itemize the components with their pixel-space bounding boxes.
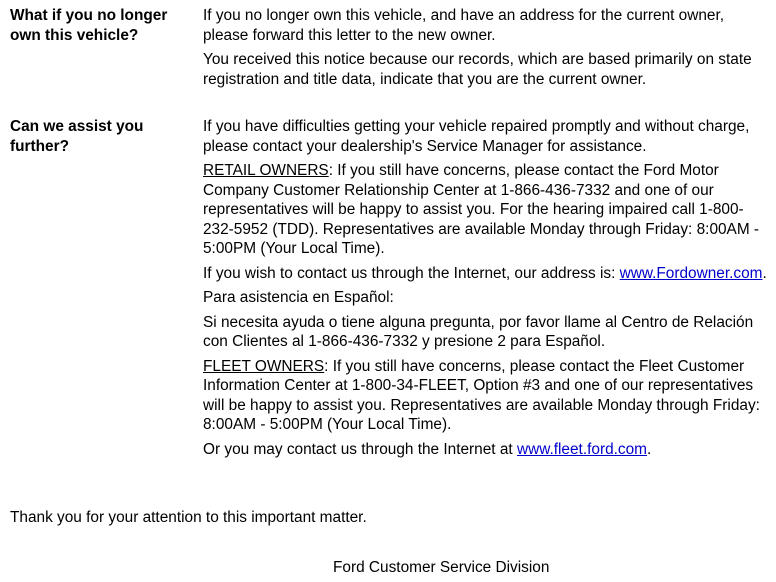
fleet-internet-end: . xyxy=(646,440,652,458)
closing-sentence: Thank you for your attention to this important matter. xyxy=(10,509,367,526)
answer-assist-further xyxy=(203,117,773,464)
retail-owners-heading: RETAIL OWNERS xyxy=(203,162,329,179)
spanish-paragraph: Si necesita ayuda o tiene alguna pregunta, por favor llame al Centro de Relación con Clientes al 1-866-436-7332 y presione 2 para Español. xyxy=(203,313,754,350)
internet-paragraph xyxy=(203,264,773,284)
internet-text: If you wish to contact us through the Internet, our address is: xyxy=(203,264,620,282)
signature-line: Ford Customer Service Division xyxy=(333,559,550,576)
fleet-owners-paragraph xyxy=(203,357,773,435)
service-manager-paragraph: If you have difficulties getting your vehicle repaired promptly and without charge, please contact your dealership's Service Manager for assistance. xyxy=(203,118,750,155)
retail-owners-text: : If you still have concerns, please contact the Ford Motor Company Customer Relationship Center at 1-866-436-7332 and one of our representatives will be happy to assist you. For the hearing impaired call 1-800-232-5952 (TDD). Representatives are available Monday through Friday: 8:00AM - 5:00PM (Your Local Time). xyxy=(203,162,760,257)
fleet-internet-text: Or you may contact us through the Internet at xyxy=(203,440,517,458)
fleet-internet-paragraph xyxy=(203,440,773,460)
forward-letter-paragraph: If you no longer own this vehicle, and have an address for the current owner, please forward this letter to the new owner. xyxy=(203,7,725,44)
records-paragraph: You received this notice because our records, which are based primarily on state registration and title data, indicate that you are the current owner. xyxy=(203,51,752,88)
question-assist-further: Can we assist you further? xyxy=(10,118,144,155)
internet-end: . xyxy=(762,264,767,282)
fordowner-link[interactable]: www.Fordowner.com xyxy=(619,264,763,282)
question-no-longer-own: What if you no longer own this vehicle? xyxy=(10,7,168,44)
answer-no-longer-own xyxy=(203,6,773,94)
spanish-heading: Para asistencia en Español: xyxy=(203,289,394,306)
retail-owners-paragraph xyxy=(203,161,773,259)
fleet-ford-link[interactable]: www.fleet.ford.com xyxy=(516,440,647,458)
fleet-owners-heading: FLEET OWNERS xyxy=(203,357,325,375)
fleet-owners-text: : If you still have concerns, please contact the Fleet Customer Information Center at 1-800-34-FLEET, Option #3 and one of our representatives will be happy to assist you. Representatives are available Monday through Friday: 8:00AM - 5:00PM (Your Local Time). xyxy=(203,357,760,433)
